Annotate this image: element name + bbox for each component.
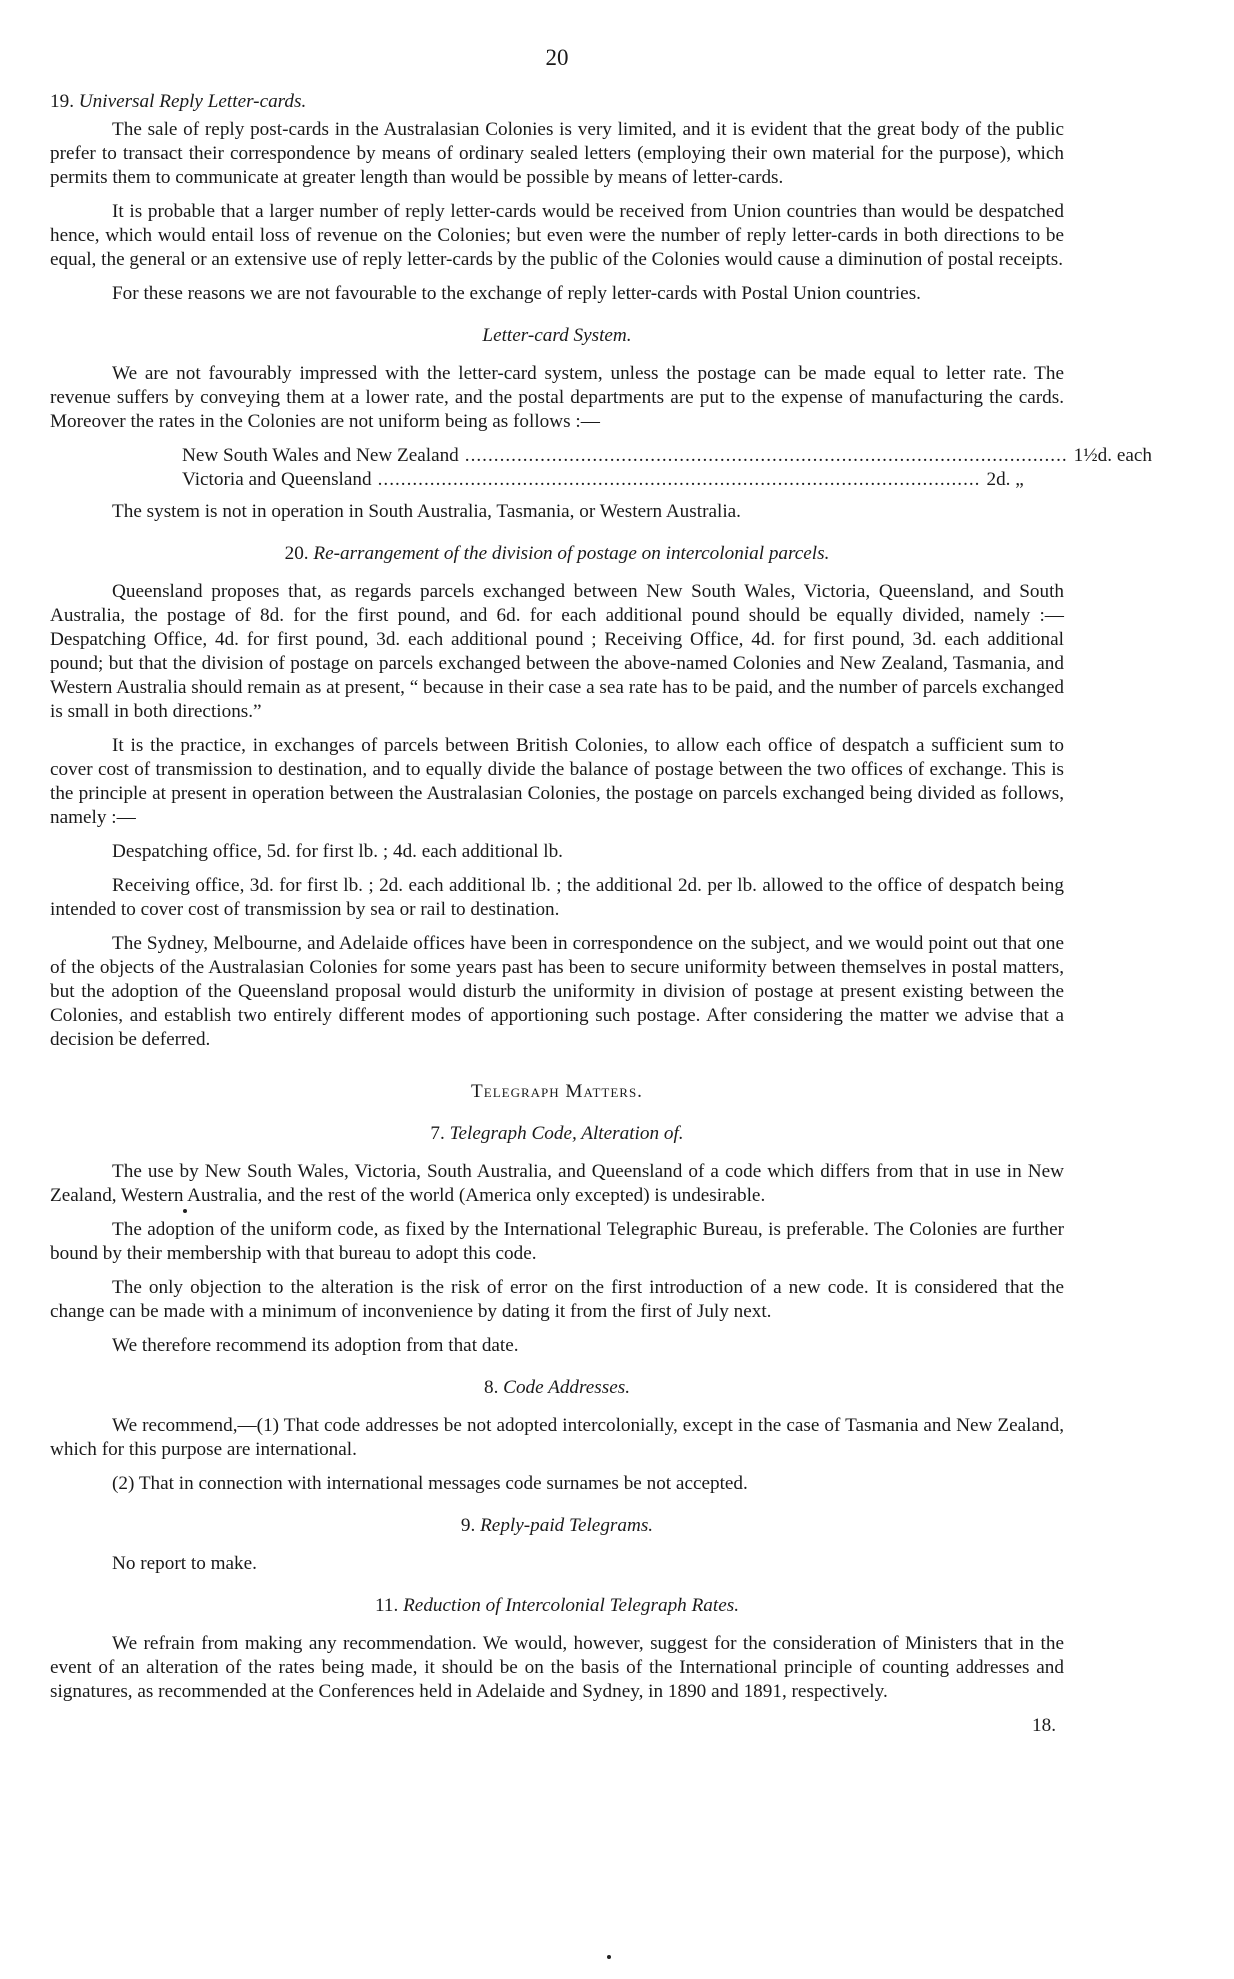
section-7-paragraph-2: The adoption of the uniform code, as fixed by the International Telegraphic Bureau, is preferable. The Colonies are further bound by their membership with that bureau to adopt this code. [50,1219,1064,1264]
leader-dots: ........................................................................................................ [377,469,981,490]
section-19-title: Universal Reply Letter-cards. [78,91,307,112]
rate-row [50,468,1064,492]
rate-value: 2d. „ [986,469,1024,490]
section-20-closing: The Sydney, Melbourne, and Adelaide offices have been in correspondence on the subject, and we would point out that one of the objects of the Australasian Colonies for some years past has been to secure uniformity between themselves in postal matters, but the adoption of the Queensland proposal would disturb the uniformity in division of postage at present existing between the Colonies, and establish two entirely different modes of apportioning such postage. After considering the matter we advise that a decision be deferred. [50,933,1064,1050]
letter-card-title: Letter-card System. [482,325,632,346]
section-7-paragraph-4: We therefore recommend its adoption from that date. [112,1335,519,1356]
section-20-despatching: Despatching office, 5d. for first lb. ; 4d. each additional lb. [112,841,563,862]
rate-value: 1½d. each [1073,445,1152,466]
section-11-paragraph: We refrain from making any recommendation. We would, however, suggest for the consideration of Ministers that in the event of an alteration of the rates being made, it should be on the basis of the International principle of counting addresses and signatures, as recommended at the Conferences held in Adelaide and Sydney, in 1890 and 1891, respectively. [50,1633,1064,1702]
rate-place: Victoria and Queensland [182,469,372,490]
section-19-paragraph-3: For these reasons we are not favourable to the exchange of reply letter-cards with Postal Union countries. [112,283,921,304]
stray-dot [183,1209,187,1213]
section-9-number: 9. [460,1515,476,1536]
section-20-number: 20. [284,543,309,564]
section-7-heading [50,1122,1064,1146]
section-7-paragraph-1: The use by New South Wales, Victoria, South Australia, and Queensland of a code which differs from that in use in New Zealand, Western Australia, and the rest of the world (America only excepted) is undesirable. [50,1161,1064,1206]
section-20-paragraph-2: It is the practice, in exchanges of parcels between British Colonies, to allow each office of despatch a sufficient sum to cover cost of transmission to destination, and to equally divide the balance of postage between the two offices of exchange. This is the principle at present in operation between the Australasian Colonies, the postage on parcels exchanged being divided as follows, namely :— [50,735,1064,828]
section-7-paragraph-3: The only objection to the alteration is the risk of error on the first introduction of a new code. It is considered that the change can be made with a minimum of inconvenience by dating it from the first of July next. [50,1277,1064,1322]
section-19-number: 19. [50,91,74,112]
letter-card-rates [50,444,1152,492]
signature-mark: 18. [1032,1715,1056,1736]
section-11-heading [50,1594,1064,1618]
section-8-title: Code Addresses. [503,1377,631,1398]
letter-card-paragraph: We are not favourably impressed with the letter-card system, unless the postage can be made equal to letter rate. The revenue suffers by conveying them at a lower rate, and the postal departments are put to the expense of manufacturing the cards. Moreover the rates in the Colonies are not uniform being as follows :— [50,363,1064,432]
rate-place: New South Wales and New Zealand [182,445,459,466]
section-8-number: 8. [483,1377,499,1398]
section-11-number: 11. [375,1595,399,1616]
section-19-heading [50,90,1064,114]
section-20-heading [50,542,1064,566]
section-7-title: Telegraph Code, Alteration of. [449,1123,684,1144]
section-20-title: Re-arrangement of the division of postage on intercolonial parcels. [313,543,830,564]
section-7-number: 7. [430,1123,445,1144]
page-number: 20 [545,45,569,70]
section-9-paragraph: No report to make. [112,1553,257,1574]
section-19-paragraph-2: It is probable that a larger number of reply letter-cards would be received from Union countries than would be despatched hence, which would entail loss of revenue on the Colonies; but even were the number of reply letter-cards in both directions to be equal, the general or an extensive use of reply letter-cards by the public of the Colonies would cause a diminution of postal receipts. [50,201,1064,270]
leader-dots: ........................................................................................................ [464,445,1068,466]
section-19-paragraph-1: The sale of reply post-cards in the Australasian Colonies is very limited, and it is evident that the great body of the public prefer to transact their correspondence by means of ordinary sealed letters (employing their own material for the purpose), which permits them to communicate at greater length than would be possible by means of letter-cards. [50,119,1064,188]
section-20-paragraph-1: Queensland proposes that, as regards parcels exchanged between New South Wales, Victoria, Queensland, and South Australia, the postage of 8d. for the first pound, and 6d. for each additional pound should be equally divided, namely :—Despatching Office, 4d. for first pound, 3d. each additional pound ; Receiving Office, 4d. for first pound, 3d. each additional pound; but that the division of postage on parcels exchanged between the above-named Colonies and New Zealand, Tasmania, and Western Australia should remain as at present, “ because in their case a sea rate has to be paid, and the number of parcels exchanged is small in both directions.” [50,581,1064,722]
rate-row [50,444,1152,468]
letter-card-closing: The system is not in operation in South Australia, Tasmania, or Western Australia. [112,501,741,522]
document-page [50,45,1152,1738]
section-20-receiving: Receiving office, 3d. for first lb. ; 2d. each additional lb. ; the additional 2d. per lb. allowed to the office of despatch being intended to cover cost of transmission by sea or rail to destination. [50,875,1064,920]
section-9-title: Reply-paid Telegrams. [480,1515,654,1536]
telegraph-matters-heading: Telegraph Matters. [471,1081,643,1102]
section-9-heading [50,1514,1064,1538]
section-8-heading [50,1376,1064,1400]
section-8-paragraph-1: We recommend,—(1) That code addresses be not adopted intercolonially, except in the case of Tasmania and New Zealand, which for this purpose are international. [50,1415,1064,1460]
stray-dot [607,1955,611,1959]
section-8-paragraph-2: (2) That in connection with international messages code surnames be not accepted. [112,1473,748,1494]
section-11-title: Reduction of Intercolonial Telegraph Rates. [403,1595,739,1616]
